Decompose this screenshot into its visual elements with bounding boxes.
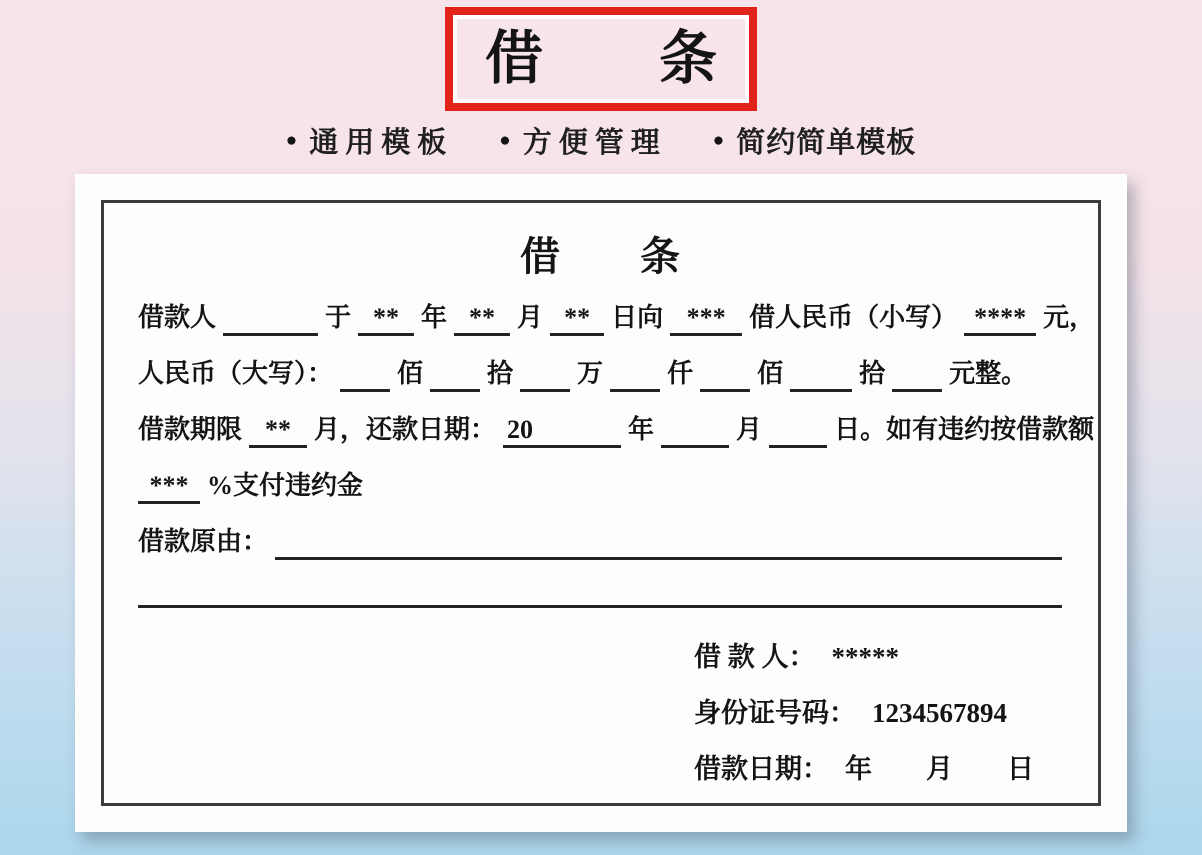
text-segment: 日。如有违约按借款额: [834, 415, 1095, 444]
text-segment: 万: [577, 359, 604, 388]
blank-field: [790, 359, 852, 392]
iou-paper: [75, 174, 1127, 832]
bullet-label: 简约简单模板: [736, 127, 917, 159]
text-segment: 借款期限: [138, 415, 243, 444]
text-segment: 拾: [859, 359, 886, 388]
document-title: 借 条: [520, 234, 680, 279]
text-segment: 日向: [611, 303, 664, 332]
blank-field: [340, 359, 390, 392]
bullet-item-easy-management: [499, 120, 667, 161]
blank-field: **: [550, 303, 604, 336]
text-segment: 年: [628, 415, 655, 444]
bullet-label: 方便管理: [522, 127, 667, 159]
borrower-value: *****: [831, 642, 899, 672]
text-segment: 人民币（大写）：: [138, 359, 334, 388]
signature-borrower-row: [694, 635, 1062, 674]
signature-id-row: [694, 691, 1062, 730]
blank-field: 20: [503, 415, 621, 448]
page-title: 借 条: [484, 26, 717, 91]
bullet-item-universal-template: [286, 120, 454, 161]
borrower-label: 借 款 人：: [694, 642, 816, 672]
blank-field: [610, 359, 660, 392]
bullet-icon: ●: [499, 129, 511, 151]
text-segment: 佰: [397, 359, 424, 388]
blank-field: [430, 359, 480, 392]
blank-field: **: [249, 415, 307, 448]
text-segment: 仟: [667, 359, 694, 388]
text-segment: 拾: [487, 359, 514, 388]
bullet-icon: ●: [712, 129, 725, 151]
text-segment: 借款人: [138, 303, 217, 332]
blank-field: [223, 303, 318, 336]
text-segment: 月，还款日期：: [314, 415, 497, 444]
poster-background: [0, 7, 1202, 855]
text-segment: 借款原由：: [138, 527, 269, 556]
signature-block: [694, 635, 1062, 803]
bullet-icon: ●: [285, 129, 298, 151]
text-segment: 月: [736, 415, 763, 444]
blank-field: [661, 415, 729, 448]
text-segment: 元整。: [949, 359, 1028, 388]
blank-field: [892, 359, 942, 392]
form-line-term-repayment: [138, 415, 1095, 448]
blank-field: ****: [964, 303, 1036, 336]
text-segment: 佰: [757, 359, 784, 388]
form-line-borrower-date-amount: [138, 303, 1096, 336]
blank-field: ***: [138, 471, 200, 504]
form-line-penalty: [138, 471, 1062, 504]
blank-field: [769, 415, 827, 448]
text-segment: %支付违约金: [207, 471, 364, 500]
form-line-amount-in-words: [138, 359, 1062, 392]
signature-date-row: [694, 747, 1062, 786]
feature-bullet-row: [0, 120, 1202, 161]
blank-field: [275, 527, 1062, 560]
blank-writing-line: [138, 605, 1062, 608]
bullet-label: 通用模板: [309, 127, 454, 159]
loan-date-label: 借款日期：: [694, 754, 829, 784]
blank-field: [520, 359, 570, 392]
blank-field: ***: [670, 303, 742, 336]
iou-border-frame: [101, 200, 1101, 806]
text-segment: 于: [325, 303, 352, 332]
id-number-value: 1234567894: [872, 698, 1007, 728]
loan-date-value: 年 月 日: [845, 754, 1034, 784]
red-title-frame: [445, 7, 757, 111]
text-segment: 月: [517, 303, 544, 332]
blank-field: **: [358, 303, 414, 336]
text-segment: 借人民币（小写）: [749, 303, 958, 332]
text-segment: 元，: [1043, 303, 1096, 332]
text-segment: 年: [421, 303, 448, 332]
id-number-label: 身份证号码：: [694, 698, 856, 728]
blank-field: [700, 359, 750, 392]
blank-field: **: [454, 303, 510, 336]
bullet-item-simple-template: [713, 120, 917, 161]
form-line-loan-reason: [138, 527, 1062, 560]
